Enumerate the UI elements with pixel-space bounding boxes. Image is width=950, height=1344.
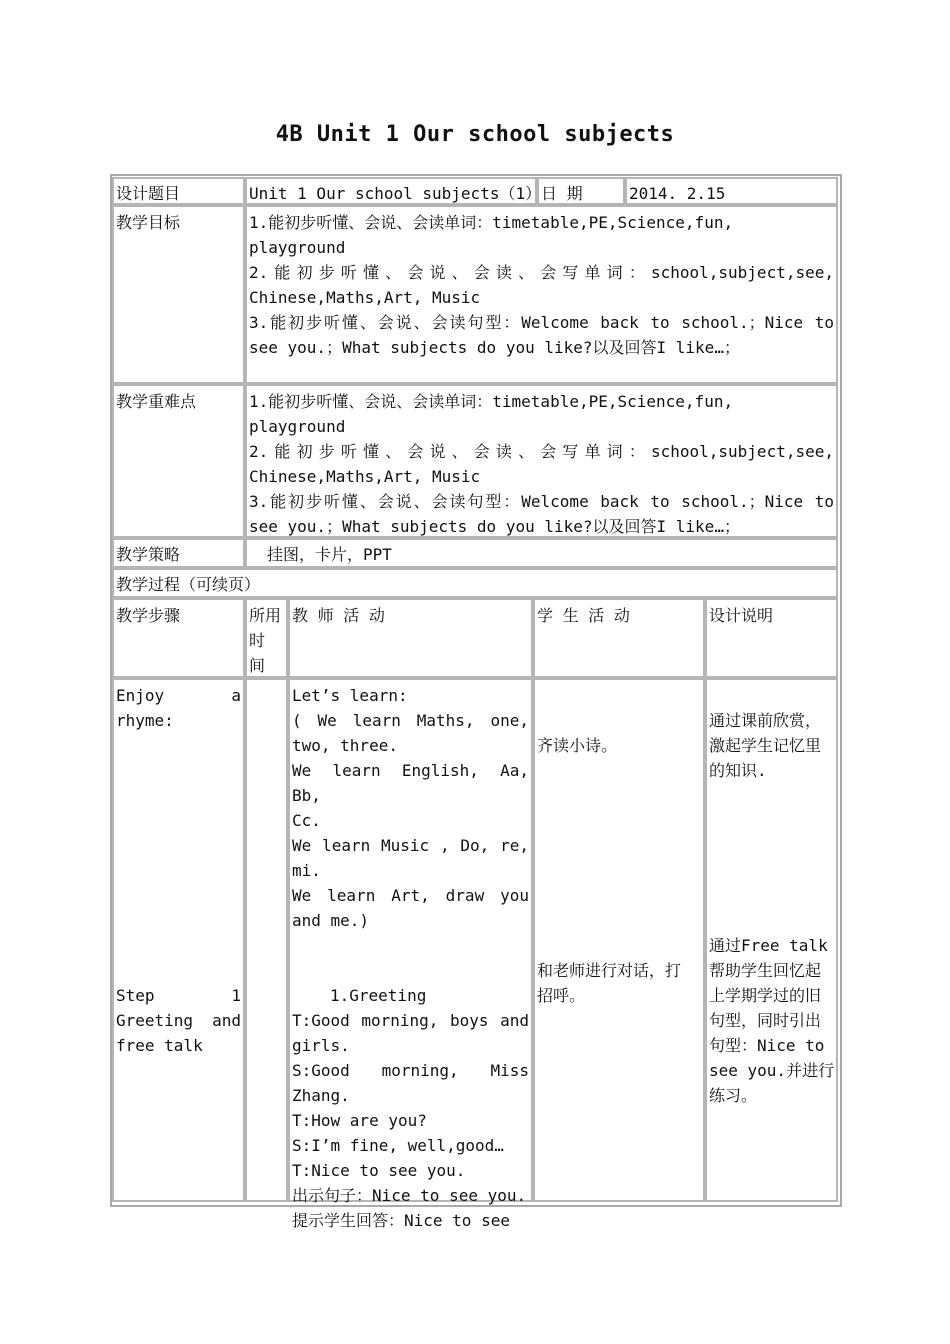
notes-line: 练习。 bbox=[709, 1086, 758, 1105]
col-header-student: 学 生 活 动 bbox=[533, 598, 705, 678]
notes-line: 激起学生记忆里 bbox=[709, 736, 822, 755]
teacher-line: S:Good morning, Miss bbox=[292, 1061, 529, 1080]
greeting-heading: 1.Greeting bbox=[330, 986, 427, 1005]
objectives-line: see you.；What subjects do you like?以及回答I like…； bbox=[249, 338, 740, 357]
teacher-line: 出示句子：Nice to see you. bbox=[292, 1186, 527, 1205]
teacher-line: and me.) bbox=[292, 911, 370, 930]
date-value: 2014. 2.15 bbox=[625, 177, 838, 205]
teacher-line: mi. bbox=[292, 861, 321, 880]
strategy-label: 教学策略 bbox=[112, 538, 245, 568]
notes-line: 句型，同时引出 bbox=[709, 1011, 822, 1030]
notes-line: 上学期学过的旧 bbox=[709, 986, 822, 1005]
objectives-line: 3.能初步听懂、会说、会读句型：Welcome back to school.；Nice to bbox=[249, 313, 834, 332]
teacher-column bbox=[288, 678, 533, 1230]
step-enjoy-line: rhyme: bbox=[116, 711, 174, 730]
objectives-line: Chinese,Maths,Art, Music bbox=[249, 288, 481, 307]
notes-line: 句型：Nice to bbox=[709, 1036, 825, 1055]
teacher-line: T:Nice to see you. bbox=[292, 1161, 466, 1180]
objectives-line: playground bbox=[249, 238, 346, 257]
teacher-line: We learn Art, draw you bbox=[292, 886, 529, 905]
steps-column bbox=[112, 678, 245, 1202]
objectives-label: 教学目标 bbox=[112, 205, 245, 384]
key-points-line: see you.；What subjects do you like?以及回答I like…； bbox=[249, 517, 740, 536]
teacher-line: We learn Music , Do, re, bbox=[292, 836, 529, 855]
notes-column bbox=[705, 678, 838, 1202]
time-column bbox=[245, 678, 288, 1202]
teacher-line: T:Good morning, boys and bbox=[292, 1011, 529, 1030]
step1-line: free talk bbox=[116, 1036, 203, 1055]
teacher-line: S:I’m fine, well,good… bbox=[292, 1136, 504, 1155]
student-column bbox=[533, 678, 705, 1202]
col-header-steps: 教学步骤 bbox=[112, 598, 245, 678]
objectives-line: 2.能初步听懂、会说、会读、会写单词：school,subject,see, bbox=[249, 263, 834, 282]
key-points-line: 1.能初步听懂、会说、会读单词：timetable,PE,Science,fun, bbox=[249, 392, 734, 411]
notes-line: 通过Free talk bbox=[709, 936, 828, 955]
key-points-line: Chinese,Maths,Art, Music bbox=[249, 467, 481, 486]
teacher-line: Cc. bbox=[292, 811, 321, 830]
date-label: 日 期 bbox=[537, 177, 625, 205]
student-line: 齐读小诗。 bbox=[537, 736, 618, 755]
topic-label: 设计题目 bbox=[112, 177, 245, 205]
topic-value: Unit 1 Our school subjects（1） bbox=[245, 177, 537, 205]
teacher-line: Let’s learn: bbox=[292, 686, 408, 705]
step-enjoy-line: Enjoy a bbox=[116, 686, 241, 705]
key-points-line: 3.能初步听懂、会说、会读句型：Welcome back to school.；Nice to bbox=[249, 492, 834, 511]
notes-line: see you.并进行 bbox=[709, 1061, 835, 1080]
notes-line: 帮助学生回忆起 bbox=[709, 961, 822, 980]
col-header-time: 所用 时 间 bbox=[245, 598, 288, 678]
key-points-line: playground bbox=[249, 417, 346, 436]
teacher-line: T:How are you? bbox=[292, 1111, 427, 1130]
student-line: 和老师进行对话，打 bbox=[537, 961, 682, 980]
objectives-content bbox=[245, 205, 838, 384]
process-label: 教学过程（可续页） bbox=[112, 568, 838, 598]
teacher-line: girls. bbox=[292, 1036, 350, 1055]
document-title: 4B Unit 1 Our school subjects bbox=[275, 122, 675, 147]
key-points-line: 2.能初步听懂、会说、会读、会写单词：school,subject,see, bbox=[249, 442, 834, 461]
teacher-line: ( We learn Maths, one, bbox=[292, 711, 529, 730]
strategy-value: 挂图，卡片，PPT bbox=[245, 538, 838, 568]
teacher-line: two, three. bbox=[292, 736, 398, 755]
notes-line: 通过课前欣赏， bbox=[709, 711, 822, 730]
teacher-line: 提示学生回答：Nice to see bbox=[292, 1211, 510, 1230]
col-header-notes: 设计说明 bbox=[705, 598, 838, 678]
teacher-line: Zhang. bbox=[292, 1086, 350, 1105]
key-points-label: 教学重难点 bbox=[112, 384, 245, 538]
student-line: 招呼。 bbox=[537, 986, 586, 1005]
teacher-line: We learn English, Aa, Bb, bbox=[292, 761, 529, 805]
notes-line: 的知识. bbox=[709, 761, 767, 780]
col-header-teacher: 教 师 活 动 bbox=[288, 598, 533, 678]
step1-line: Step 1 bbox=[116, 986, 241, 1005]
step1-line: Greeting and bbox=[116, 1011, 241, 1030]
objectives-line: 1.能初步听懂、会说、会读单词：timetable,PE,Science,fun, bbox=[249, 213, 734, 232]
key-points-content bbox=[245, 384, 838, 538]
